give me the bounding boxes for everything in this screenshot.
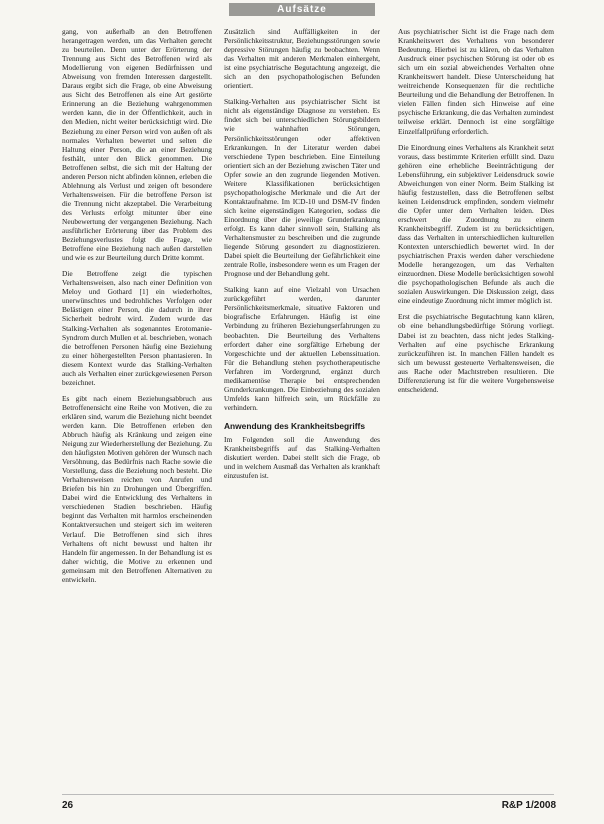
- paragraph: Stalking kann auf eine Vielzahl von Ursachen zurückgeführt werden, darunter Persönlichkeitsmerkmale, situative Faktoren und biografische Erfahrungen. Häufig ist eine Verbindung zu früheren Beziehungserfahrungen zu beobachten. Die Beurteilung des Verhaltens erfordert daher eine sorgfältige Erhebung der Vorgeschichte und der aktuellen Lebenssituation. Für die Behandlung stehen psychotherapeutische Verfahren im Vordergrund, ergänzt durch medikamentöse Therapie bei entsprechenden Grunderkrankungen. Die Einbeziehung des sozialen Umfelds kann hilfreich sein, um Rückfälle zu verhindern.: [224, 285, 380, 412]
- paragraph: Erst die psychiatrische Begutachtung kann klären, ob eine behandlungsbedürftige Störung vorliegt. Dabei ist zu beachten, dass nicht jedes Stalking-Verhalten auf eine psychische Erkrankung zurückzuführen ist. In manchen Fällen handelt es sich um bewusst gesteuerte Verhaltensweisen, die aus Rache oder Machtstreben resultieren. Die Differenzierung ist für die weitere Vorgehensweise entscheidend.: [398, 312, 554, 394]
- paragraph: Aus psychiatrischer Sicht ist die Frage nach dem Krankheitswert des Verhaltens von besonderer Bedeutung. Hierbei ist zu klären, ob das Verhalten Ausdruck einer psychischen Störung ist oder ob es sich um ein sozial abweichendes Verhalten ohne Krankheitswert handelt. Diese Unterscheidung hat weitreichende Konsequenzen für die rechtliche Beurteilung und die Behandlung der Betroffenen. In vielen Fällen finden sich Hinweise auf eine psychische Erkrankung, die das Verhalten zumindest teilweise erklärt. Dennoch ist eine sorgfältige Einzelfallprüfung erforderlich.: [398, 27, 554, 136]
- section-label: Aufsätze: [229, 3, 375, 16]
- paragraph: gang, von außerhalb an den Betroffenen herangetragen werden, um das Verhalten gerecht zu beurteilen. Denn unter der Erörterung der Trennung aus Sicht des Betroffenen wird als Modellierung von eigenen Bedürfnissen und Abweisung von fremden Interessen dargestellt. Daraus ergibt sich die Frage, ob eine Abweisung aus Sicht des Betroffenen als eine Art gestörte Erinnerung an die Beziehung wahrgenommen werden kann, die in der Öffentlichkeit, auch in den Medien, nicht weiter berücksichtigt wird. Die Beziehung zu einer Person wird von außen oft als normales Verhalten bewertet und selten die Haltung einer Person, die an einer Beziehung festhält, unter den Blick genommen. Die Betroffenen selbst, die sich mit der Haltung der anderen Person nicht abfinden können, erleben die Ablehnung als Verlust und zeigen oft besondere Verhaltensweisen. Für die betroffene Person ist die Trennung nicht akzeptabel. Die Verarbeitung des Verlusts erfolgt mitunter über eine Neubewertung der vergangenen Beziehung. Nach ausführlicher Erörterung über das Problem des Beziehungsverlustes folgt die Frage, wie Betroffene eine Beziehung nach außen darstellen und wie es zur Beurteilung durch Dritte kommt.: [62, 27, 212, 263]
- text-column-middle: [224, 27, 380, 787]
- text-column-right: [398, 27, 554, 787]
- page-footer: [0, 800, 604, 820]
- page-header: [0, 0, 604, 20]
- paragraph: Im Folgenden soll die Anwendung des Krankheitsbegriffs auf das Stalking-Verhalten diskutiert werden. Dabei stellt sich die Frage, ob und in welchem Ausmaß das Verhalten als krankhaft einzustufen ist.: [224, 434, 380, 481]
- footer-divider: [62, 794, 554, 795]
- section-heading: Anwendung des Krankheitsbegriffs: [224, 420, 365, 431]
- paragraph: Es gibt nach einem Beziehungsabbruch aus Betroffenensicht eine Reihe von Motiven, die zu erklären sind, warum die Beziehung nicht beendet werden kann. Die Betroffenen erleben den Abbruch häufig als Kränkung und zeigen eine Neigung zur Wiederherstellung der Beziehung. Zu den häufigsten Motiven gehören der Wunsch nach Versöhnung, das Bedürfnis nach Rache sowie die Vorstellung, dass die Beziehung noch besteht. Die Verhaltensweisen reichen von Anrufen und Briefen bis hin zu Drohungen und Übergriffen. Dabei wird die Entwicklung des Verhaltens in verschiedenen Stadien beschrieben. Häufig beginnt das Verhalten mit harmlos erscheinenden Kontaktversuchen und steigert sich im weiteren Verlauf. Die Betroffenen sind sich ihres Verhaltens oft nicht bewusst und halten ihr Handeln für angemessen. In der Behandlung ist es daher wichtig, die Motive zu erkennen und gemeinsam mit den Betroffenen Alternativen zu entwickeln.: [62, 393, 212, 584]
- paragraph: Die Einordnung eines Verhaltens als Krankheit setzt voraus, dass bestimmte Kriterien erfüllt sind. Dazu gehören eine erhebliche Beeinträchtigung der Lebensführung, ein subjektiver Leidensdruck sowie Abweichungen von einer Norm. Beim Stalking ist häufig festzustellen, dass die Betroffenen selbst keinen Leidensdruck empfinden, sondern vielmehr die Opfer unter dem Verhalten leiden. Dies erschwert die Zuordnung zu einem Krankheitsbegriff. Zudem ist zu berücksichtigen, dass das Verhalten in unterschiedlichen kulturellen Kontexten unterschiedlich bewertet wird. In der psychiatrischen Praxis werden daher verschiedene Modelle herangezogen, um das Verhalten einzuordnen. Diese Modelle berücksichtigen sowohl die psychopathologischen Befunde als auch die sozialen Auswirkungen. Die Diskussion zeigt, dass eine eindeutige Zuordnung nicht immer möglich ist.: [398, 142, 554, 306]
- text-column-left: [62, 27, 212, 787]
- paragraph: Zusätzlich sind Auffälligkeiten in der Persönlichkeitsstruktur, Beziehungsstörungen sowie depressive Störungen häufig zu beobachten. Wenn das Verhalten mit anderen Merkmalen einhergeht, ist eine psychiatrische Begutachtung angezeigt, die sich an den psychopathologischen Befunden orientiert.: [224, 27, 380, 91]
- page-number: 26: [62, 800, 74, 811]
- paragraph: Die Betroffene zeigt die typischen Verhaltensweisen, also nach einer Definition von Meloy und Gothard [1] ein wiederholtes, unerwünschtes und bedrohliches Verfolgen oder Belästigen einer Person, die dadurch in ihrer Sicherheit bedroht wird. Zudem wurde das Stalking-Verhalten als sogenanntes Erotomanie-Syndrom durch Mullen et al. beschrieben, wonach die betroffenen Personen häufig eine Beziehung zu einer höhergestellten Person phantasieren. In diesem Kontext wurde das Stalking-Verhalten auch als Verhalten einer zurückgewiesenen Person bezeichnet.: [62, 269, 212, 387]
- journal-issue: R&P 1/2008: [501, 800, 556, 811]
- paragraph: Stalking-Verhalten aus psychiatrischer Sicht ist nicht als eigenständige Diagnose zu verstehen. Es findet sich bei unterschiedlichen Störungsbildern wie wahnhaften Störungen, Persönlichkeitsstörungen oder affektiven Erkrankungen. In der Literatur werden dabei verschiedene Typen beschrieben. Eine Einteilung orientiert sich an der Beziehung zwischen Täter und Opfer sowie an den zugrunde liegenden Motiven. Weitere Klassifikationen berücksichtigen psychopathologische Merkmale und die Art der Kontaktaufnahme. Im ICD-10 und DSM-IV finden sich keine eigenständigen Kategorien, sodass die Einordnung über die jeweilige Grunderkrankung erfolgt. Es kann daher sinnvoll sein, Stalking als Verhaltensmuster zu beschreiben und die zugrunde liegende Störung gesondert zu diagnostizieren. Dabei spielt die Beurteilung der Gefährlichkeit eine zentrale Rolle, insbesondere wenn es um Fragen der Prognose und der Behandlung geht.: [224, 97, 380, 279]
